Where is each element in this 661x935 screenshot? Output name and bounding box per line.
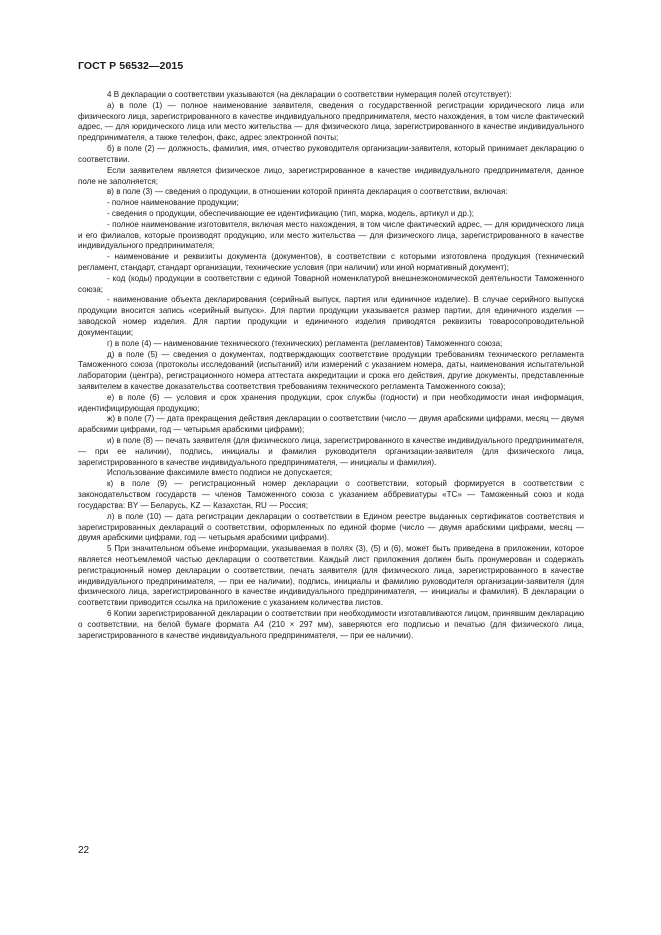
page-number: 22 xyxy=(78,845,90,856)
item-k-field-9: к) в поле (9) — регистрационный номер декларации о соответствии, который формируется в соответствии с законодательством государств — членов Таможенного союза с указанием аббревиатуры «ТС» — Таможенный союз и кода государства: BY — Беларусь, KZ — Казахстан, RU — Россия; xyxy=(78,479,584,510)
list-item-product-name: - полное наименование продукции; xyxy=(107,198,239,208)
item-i-field-8: и) в поле (8) — печать заявителя (для физического лица, зарегистрированного в качестве индивидуального предпринимателя, — при ее наличии), подпись, инициалы и фамилия руководителя организации-заявителя (для физического лица, зарегистрированного в качестве индивидуального предпринимателя, — инициалы и фамилия). xyxy=(78,436,584,467)
paragraph-6: 6 Копии зарегистрированной декларации о соответствии при необходимости изготавливаются лицом, принявшим декларацию о соответствии, на белой бумаге формата А4 (210 × 297 мм), заверяются его подписью и печатью (для физического лица, зарегистрированного в качестве индивидуального предпринимателя, — при ее наличии). xyxy=(78,609,584,640)
list-item-declaration-object: - наименование объекта декларирования (серийный выпуск, партия или единичное изделие). В случае серийного выпуска продукции вносится запись «серийный выпуск». Для партии продукции указывается размер партии, для единичного изделия — заводской номер изделия. Для партии продукции и единичного изделия приводятся реквизиты товаросопроводительной документации; xyxy=(78,295,584,337)
standard-number: ГОСТ Р 56532—2015 xyxy=(78,60,184,72)
item-g-field-4: г) в поле (4) — наименование технического (технических) регламента (регламентов) Таможенного союза; xyxy=(107,338,503,348)
item-l-field-10: л) в поле (10) — дата регистрации декларации о соответствии в Едином реестре выданных сертификатов соответствия и зарегистрированных деклараций о соответствии, оформленных по единой форме (число — двумя арабскими цифрами, месяц — двумя арабскими цифрами, год — четырьмя арабскими цифрами). xyxy=(78,511,584,543)
list-item-product-codes: - код (коды) продукции в соответствии с единой Товарной номенклатурой внешнеэкономической деятельности Таможенного союза; xyxy=(78,273,584,294)
item-v-field-3: в) в поле (3) — сведения о продукции, в отношении которой принята декларация о соответствии, включая: xyxy=(107,187,508,197)
list-item-documents: - наименование и реквизиты документа (документов), в соответствии с которыми изготовлена продукция (технический регламент, стандарт, стандарт организации, технические условия (при наличии) или иной нормативный документ); xyxy=(78,252,584,272)
document-body xyxy=(78,90,584,641)
item-a-field-1: а) в поле (1) — полное наименование заявителя, сведения о государственной регистрации юридического лица или физического лица, зарегистрированного в качестве индивидуального предпринимателя, место нахождения, в том числе фактический адрес, — для юридического лица или место жительства — для физического лица, зарегистрированного в качестве индивидуального предпринимателя, а также телефон, факс, адрес электронной почты; xyxy=(78,100,584,143)
list-item-product-identification: - сведения о продукции, обеспечивающие ее идентификацию (тип, марка, модель, артикул и др.); xyxy=(107,208,474,218)
item-zh-field-7: ж) в поле (7) — дата прекращения действия декларации о соответствии (число — двумя арабскими цифрами, месяц — двумя арабскими цифрами, год — четырьмя арабскими цифрами); xyxy=(78,414,584,435)
page-footer xyxy=(78,845,89,856)
item-b-field-2: б) в поле (2) — должность, фамилия, имя, отчество руководителя организации-заявителя, который принимает декларацию о соответствии. xyxy=(78,144,584,164)
item-d-field-5: д) в поле (5) — сведения о документах, подтверждающих соответствие продукции требованиям технического регламента Таможенного союза (протоколы исследований (испытаний) или измерений с указанием номера, даты, наименования испытательной лаборатории (центра), регистрационного номера аттестата аккредитации и срока его действия, другие документы, представленные заявителем в качестве доказательства соответствия требованиям технического регламента Таможенного союза); xyxy=(78,349,584,391)
item-i-note: Использование факсимиле вместо подписи не допускается; xyxy=(107,468,333,478)
item-e-field-6: е) в поле (6) — условия и срок хранения продукции, срок службы (годности) и при необходимости иная информация, идентифицирующая продукцию; xyxy=(78,392,584,413)
list-item-manufacturer: - полное наименование изготовителя, включая место нахождения, в том числе фактический адрес, — для юридического лица и его филиалов, которые производят продукцию, или место жительства — для физического лица, зарегистрированного в качестве индивидуального предпринимателя; xyxy=(78,219,584,251)
item-b-note: Если заявителем является физическое лицо, зарегистрированное в качестве индивидуального предпринимателя, данное поле не заполняется; xyxy=(78,165,584,186)
document-header xyxy=(78,60,183,72)
paragraph-5: 5 При значительном объеме информации, указываемая в полях (3), (5) и (6), может быть приведена в приложении, которое является неотъемлемой частью декларации о соответствии. Каждый лист приложения должен быть пронумерован и содержать регистрационный номер декларации о соответствии, печать заявителя (для физического лица, зарегистрированного в качестве индивидуального предпринимателя, — при ее наличии), подпись, инициалы и фамилию руководителя организации-заявителя (для физического лица, зарегистрированного в качестве индивидуального предпринимателя, — инициалы и фамилия). В декларации о соответствии приводится ссылка на приложение с указанием количества листов. xyxy=(78,544,584,608)
paragraph-4-intro: 4 В декларации о соответствии указываются (на декларации о соответствии нумерация полей отсутствует): xyxy=(107,90,512,99)
